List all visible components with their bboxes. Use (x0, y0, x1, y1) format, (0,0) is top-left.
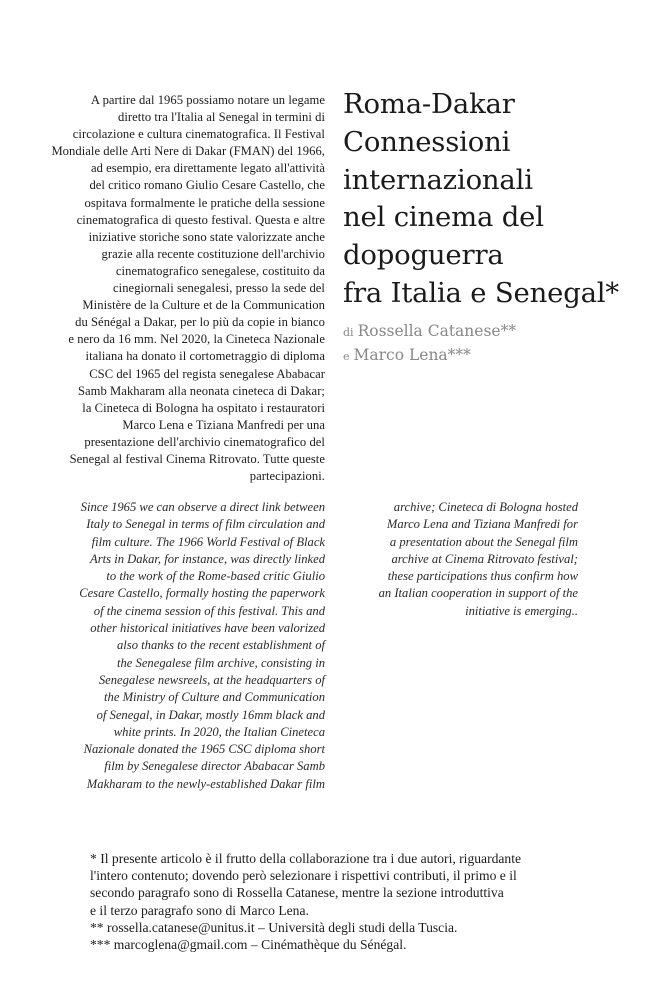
footnote-line: ** rossella.catanese@unitus.it – Università degli studi della Tuscia. (90, 919, 458, 935)
abstract-en-line: initiative is emerging.. (465, 603, 578, 618)
abstract-it-line: cinegiornali senegalesi, presso la sede del (113, 281, 325, 296)
abstract-en-line: Arts in Dakar, for instance, was directly linked (90, 551, 325, 566)
abstract-italian (40, 92, 325, 485)
abstract-it-line: circolazione e cultura cinematografica. Il Festival (72, 127, 325, 142)
footnote-line: l'intero contenuto; dovendo però selezionare i rispettivi contributi, il primo e il (90, 868, 517, 884)
abstract-en-line: the Ministry of Culture and Communication (104, 690, 325, 705)
title-line: internazionali (343, 163, 533, 196)
abstract-it-line: Marco Lena e Tiziana Manfredi per una (122, 417, 325, 432)
abstract-it-line: diretto tra l'Italia al Senegal in termini di (117, 110, 325, 125)
article-title (343, 86, 643, 313)
footnote-line: *** marcoglena@gmail.com – Cinémathèque du Sénégal. (90, 937, 407, 953)
title-line: fra Italia e Senegal* (343, 276, 619, 309)
abstract-en-line: Since 1965 we can observe a direct link between (80, 500, 325, 514)
abstract-it-line: Mondiale delle Arti Nere di Dakar (FMAN) del 1966, (51, 144, 325, 159)
abstract-en-line: a presentation about the Senegal film (389, 534, 578, 549)
abstract-it-line: e nero da 16 mm. Nel 2020, la Cineteca Nazionale (68, 332, 325, 347)
abstract-it-line: iniziative storiche sono state valorizzate anche (88, 229, 325, 244)
abstract-en-line: Italy to Senegal in terms of film circulation and (86, 517, 325, 532)
footnote-line: e il terzo paragrafo sono di Marco Lena. (90, 902, 309, 918)
abstract-it-line: presentazione dell'archivio cinematografico del (84, 434, 325, 449)
abstract-it-line: cinematografica di questo festival. Questa e altre (76, 212, 325, 227)
abstract-en-line: archive at Cinema Ritrovato festival; (391, 551, 578, 566)
abstract-it-line: ad esempio, era direttamente legato all'attività (90, 161, 325, 176)
abstract-en-line: the Senegalese film archive, consisting in (117, 655, 325, 670)
abstract-en-line: archive; Cineteca di Bologna hosted (393, 500, 578, 514)
abstract-en-line: of the cinema session of this festival. This and (93, 603, 325, 618)
author-name-2: Marco Lena*** (353, 346, 471, 364)
abstract-it-line: del critico romano Giulio Cesare Castello, che (89, 178, 325, 193)
title-line: Roma-Dakar (343, 88, 515, 120)
abstract-it-line: Ministère de la Culture et de la Communication (82, 298, 325, 313)
title-line: nel cinema del (343, 201, 544, 234)
footnote-line: secondo paragrafo sono di Rossella Catanese, mentre la sezione introduttiva (90, 885, 504, 901)
abstract-it-line: du Sénégal a Dakar, per lo più da copie in bianco (75, 315, 325, 330)
abstract-en-line: Nazionale donated the 1965 CSC diploma short (83, 742, 325, 757)
title-line: Connessioni (343, 125, 511, 158)
abstract-it-line: grazie alla recente costituzione dell'archivio (101, 246, 325, 261)
abstract-en-line: of Senegal, in Dakar, mostly 16mm black and (96, 707, 325, 722)
abstract-english-col-2 (330, 499, 578, 620)
footnote-line: * Il presente articolo è il frutto della collaborazione tra i due autori, riguardante (90, 851, 522, 866)
abstract-en-line: also thanks to the recent establishment of (117, 638, 325, 653)
abstract-en-line: these participations thus confirm how (387, 569, 578, 584)
footnotes (90, 850, 590, 953)
abstract-it-line: ospitava formalmente le pratiche della sessione (84, 195, 325, 210)
abstract-it-line: Senegal al festival Cinema Ritrovato. Tutte queste (69, 451, 325, 466)
abstract-en-line: an Italian cooperation in support of the (378, 586, 578, 601)
abstract-it-line: italiana ha donato il cortometraggio di diploma (85, 349, 325, 364)
abstract-english-col-1 (40, 499, 325, 793)
abstract-en-line: Makharam to the newly-established Dakar film (86, 776, 325, 791)
author-byline (343, 320, 643, 368)
abstract-it-line: CSC del 1965 del regista senegalese Ababacar (89, 366, 325, 381)
abstract-it-line: A partire dal 1965 possiamo notare un legame (90, 93, 325, 107)
abstract-en-line: Marco Lena and Tiziana Manfredi for (386, 517, 578, 532)
abstract-en-line: Cesare Castello, formally hosting the paperwork (79, 586, 325, 601)
abstract-en-line: white prints. In 2020, the Italian Cineteca (113, 724, 325, 739)
title-line: dopoguerra (343, 239, 504, 272)
abstract-it-line: la Cineteca di Bologna ha ospitato i restauratori (82, 400, 325, 415)
abstract-it-line: partecipazioni. (249, 469, 325, 484)
author-line-2: e Marco Lena*** (343, 346, 471, 364)
abstract-it-line: Samb Makharam alla neonata cineteca di Dakar; (77, 383, 325, 398)
abstract-en-line: Senegalese newsreels, at the headquarters of (98, 672, 325, 687)
author-line-1: di Rossella Catanese** (343, 322, 517, 340)
abstract-en-line: film by Senegalese director Ababacar Samb (104, 759, 325, 774)
abstract-it-line: cinematografico senegalese, costituito da (115, 263, 325, 278)
abstract-en-line: to the work of the Rome-based critic Giulio (106, 569, 325, 584)
abstract-en-line: film culture. The 1966 World Festival of Black (91, 534, 325, 549)
abstract-en-line: other historical initiatives have been valorized (90, 621, 325, 636)
author-name-1: Rossella Catanese** (357, 322, 517, 340)
